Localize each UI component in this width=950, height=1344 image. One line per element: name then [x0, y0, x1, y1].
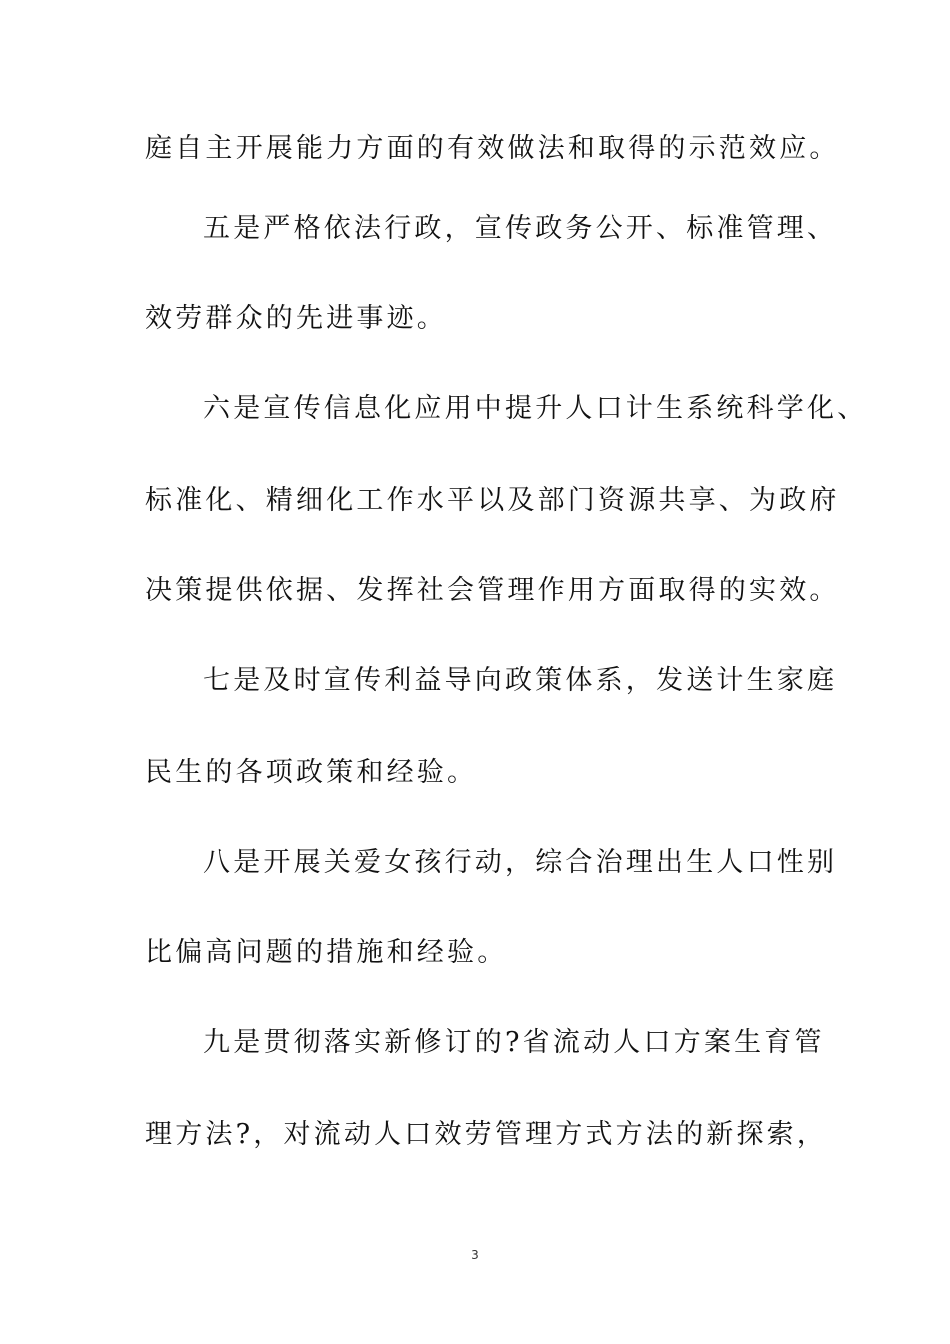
text-line: 理方法?，对流动人口效劳管理方式方法的新探索， — [145, 1119, 828, 1150]
text-line: 五是严格依法行政，宣传政务公开、标准管理、 — [203, 213, 838, 244]
text-line: 效劳群众的先进事迹。 — [145, 303, 447, 334]
page-number: 3 — [471, 1248, 479, 1262]
text-line: 七是及时宣传利益导向政策体系，发送计生家庭 — [203, 665, 838, 696]
text-line: 比偏高问题的措施和经验。 — [145, 937, 508, 968]
text-line: 九是贯彻落实新修订的?省流动人口方案生育管 — [203, 1027, 825, 1058]
text-line: 庭自主开展能力方面的有效做法和取得的示范效应。 — [145, 133, 840, 164]
text-line: 民生的各项政策和经验。 — [145, 757, 478, 788]
text-line: 决策提供依据、发挥社会管理作用方面取得的实效。 — [145, 575, 840, 606]
text-line: 六是宣传信息化应用中提升人口计生系统科学化、 — [203, 393, 868, 424]
text-line: 八是开展关爱女孩行动，综合治理出生人口性别 — [203, 847, 838, 878]
text-line: 标准化、精细化工作水平以及部门资源共享、为政府 — [145, 485, 840, 516]
